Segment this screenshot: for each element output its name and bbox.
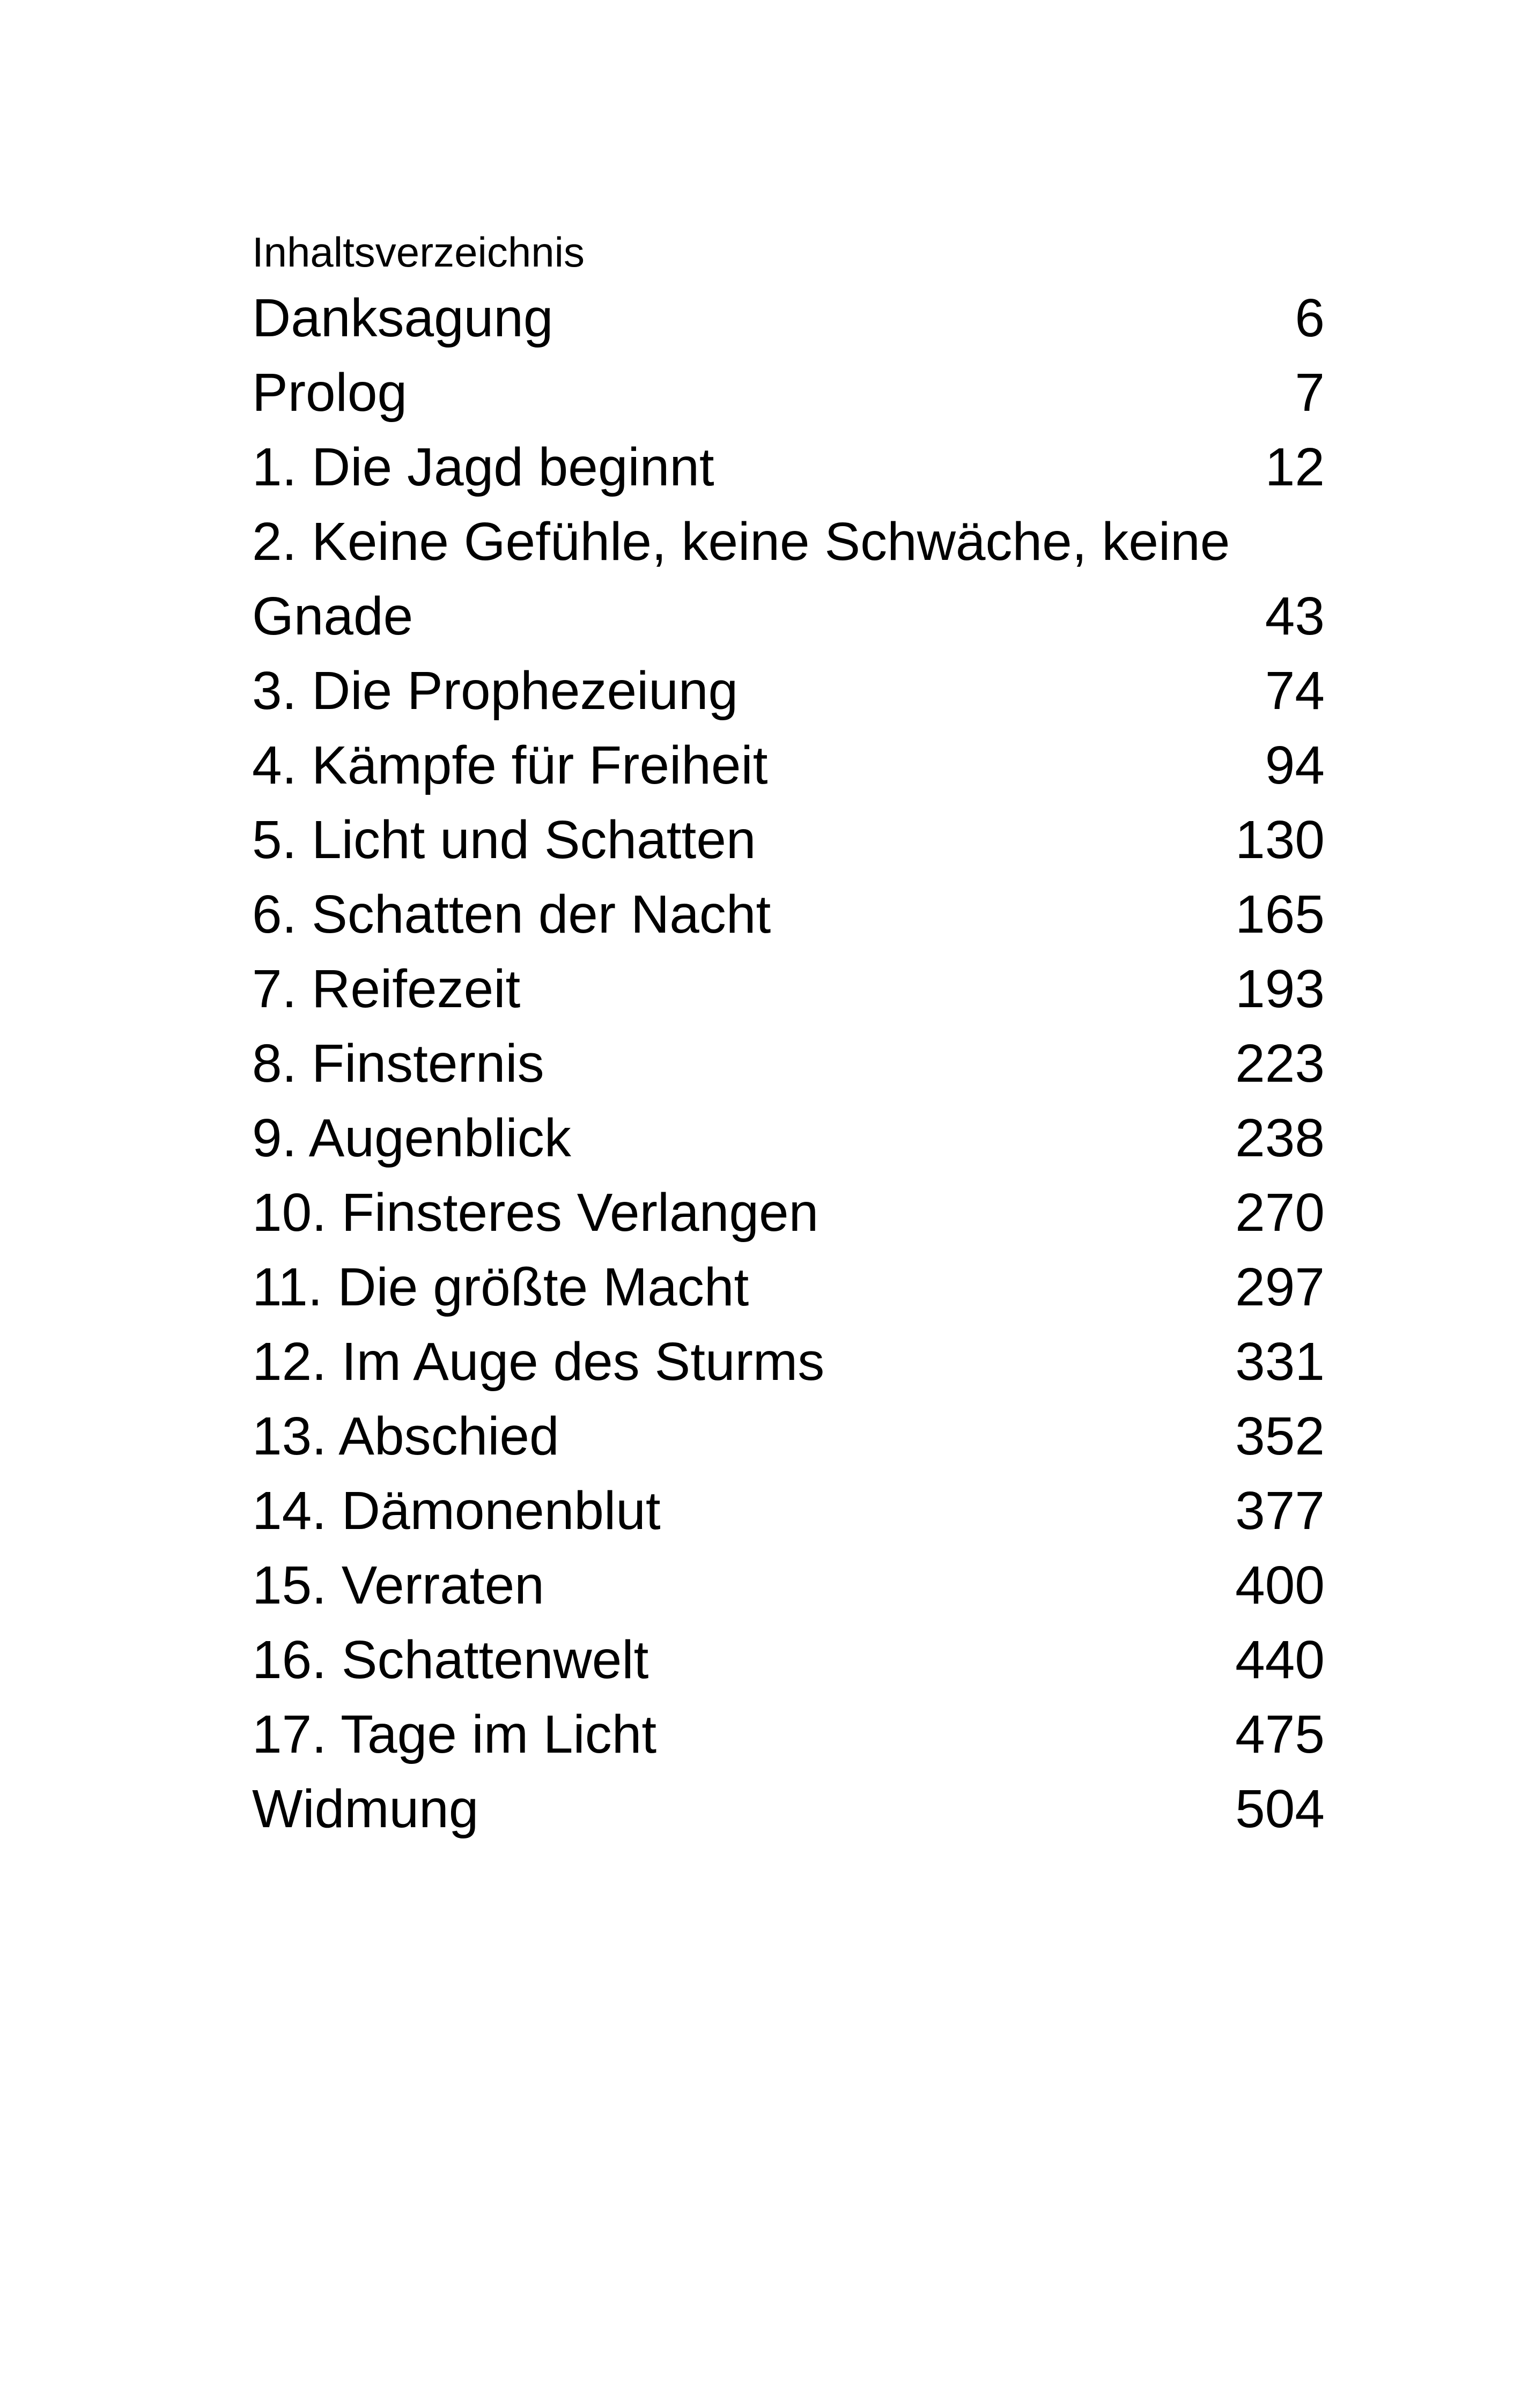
- toc-entry-page: 74: [1265, 661, 1325, 721]
- toc-entry-title: Danksagung: [252, 288, 553, 348]
- toc-entry-chapter-1: [252, 430, 1325, 505]
- toc-entry-chapter-3: [252, 654, 1325, 728]
- toc-entry-chapter-4: [252, 728, 1325, 803]
- toc-heading: Inhaltsverzeichnis: [252, 228, 585, 276]
- toc-entry-title: 8. Finsternis: [252, 1033, 544, 1094]
- toc-entry-chapter-9: [252, 1101, 1325, 1176]
- toc-entry-page: 94: [1265, 735, 1325, 795]
- toc-entry-title: Widmung: [252, 1779, 479, 1839]
- toc-entry-title: 13. Abschied: [252, 1406, 559, 1466]
- toc-entry-page: 7: [1295, 363, 1325, 423]
- toc-entry-title: 1. Die Jagd beginnt: [252, 437, 714, 497]
- toc-entry-title-line-1: 2. Keine Gefühle, keine Schwäche, keine: [252, 512, 1230, 572]
- toc-entry-page: 165: [1235, 884, 1325, 944]
- toc-entry-title: 17. Tage im Licht: [252, 1704, 657, 1764]
- toc-entry-chapter-7: [252, 952, 1325, 1026]
- toc-entry-widmung: [252, 1772, 1325, 1846]
- toc-entry-chapter-12: [252, 1325, 1325, 1399]
- toc-entry-chapter-5: [252, 803, 1325, 877]
- toc-entry-page: 504: [1235, 1779, 1325, 1839]
- toc-entry-chapter-13: [252, 1399, 1325, 1474]
- toc-entry-danksagung: [252, 281, 1325, 356]
- toc-entry-chapter-15: [252, 1548, 1325, 1623]
- toc-entry-title: 6. Schatten der Nacht: [252, 884, 771, 944]
- toc-entry-title: 3. Die Prophezeiung: [252, 661, 739, 721]
- toc-entry-chapter-17: [252, 1697, 1325, 1772]
- toc-entry-page: 12: [1265, 437, 1325, 497]
- toc-entry-page: 400: [1235, 1555, 1325, 1615]
- toc-entry-prolog: [252, 356, 1325, 430]
- toc-entry-title: 10. Finsteres Verlangen: [252, 1183, 819, 1243]
- toc-entry-chapter-16: [252, 1623, 1325, 1697]
- toc-entry-title: [252, 505, 1325, 654]
- toc-list: [252, 281, 1325, 1846]
- toc-entry-title: 12. Im Auge des Sturms: [252, 1332, 825, 1392]
- toc-entry-chapter-8: [252, 1026, 1325, 1101]
- toc-entry-page: 223: [1235, 1033, 1325, 1094]
- toc-entry-title: 9. Augenblick: [252, 1108, 571, 1168]
- toc-entry-title: 15. Verraten: [252, 1555, 544, 1615]
- toc-entry-page: 475: [1235, 1704, 1325, 1764]
- toc-entry-page: 43: [1265, 586, 1325, 646]
- toc-entry-chapter-14: [252, 1474, 1325, 1548]
- toc-entry-page: 297: [1235, 1257, 1325, 1317]
- toc-entry-title: 11. Die größte Macht: [252, 1257, 749, 1317]
- toc-entry-title: Prolog: [252, 363, 408, 423]
- toc-entry-chapter-6: [252, 877, 1325, 952]
- toc-entry-page: 377: [1235, 1481, 1325, 1541]
- toc-entry-title-line-2: Gnade: [252, 586, 414, 646]
- toc-entry-page: 270: [1235, 1183, 1325, 1243]
- toc-entry-page: 331: [1235, 1332, 1325, 1392]
- toc-entry-title: 4. Kämpfe für Freiheit: [252, 735, 768, 795]
- toc-entry-title: 5. Licht und Schatten: [252, 810, 756, 870]
- toc-entry-page: 238: [1235, 1108, 1325, 1168]
- toc-entry-title: 7. Reifezeit: [252, 959, 521, 1019]
- toc-entry-page: 6: [1295, 288, 1325, 348]
- toc-entry-chapter-10: [252, 1176, 1325, 1250]
- toc-entry-title: 16. Schattenwelt: [252, 1630, 649, 1690]
- toc-entry-page: 130: [1235, 810, 1325, 870]
- toc-entry-title: 14. Dämonenblut: [252, 1481, 661, 1541]
- toc-entry-page: 440: [1235, 1630, 1325, 1690]
- toc-entry-chapter-11: [252, 1250, 1325, 1325]
- table-of-contents: [252, 225, 1325, 1846]
- toc-entry-page: 193: [1235, 959, 1325, 1019]
- toc-entry-chapter-2: [252, 505, 1325, 654]
- toc-entry-page: 352: [1235, 1406, 1325, 1466]
